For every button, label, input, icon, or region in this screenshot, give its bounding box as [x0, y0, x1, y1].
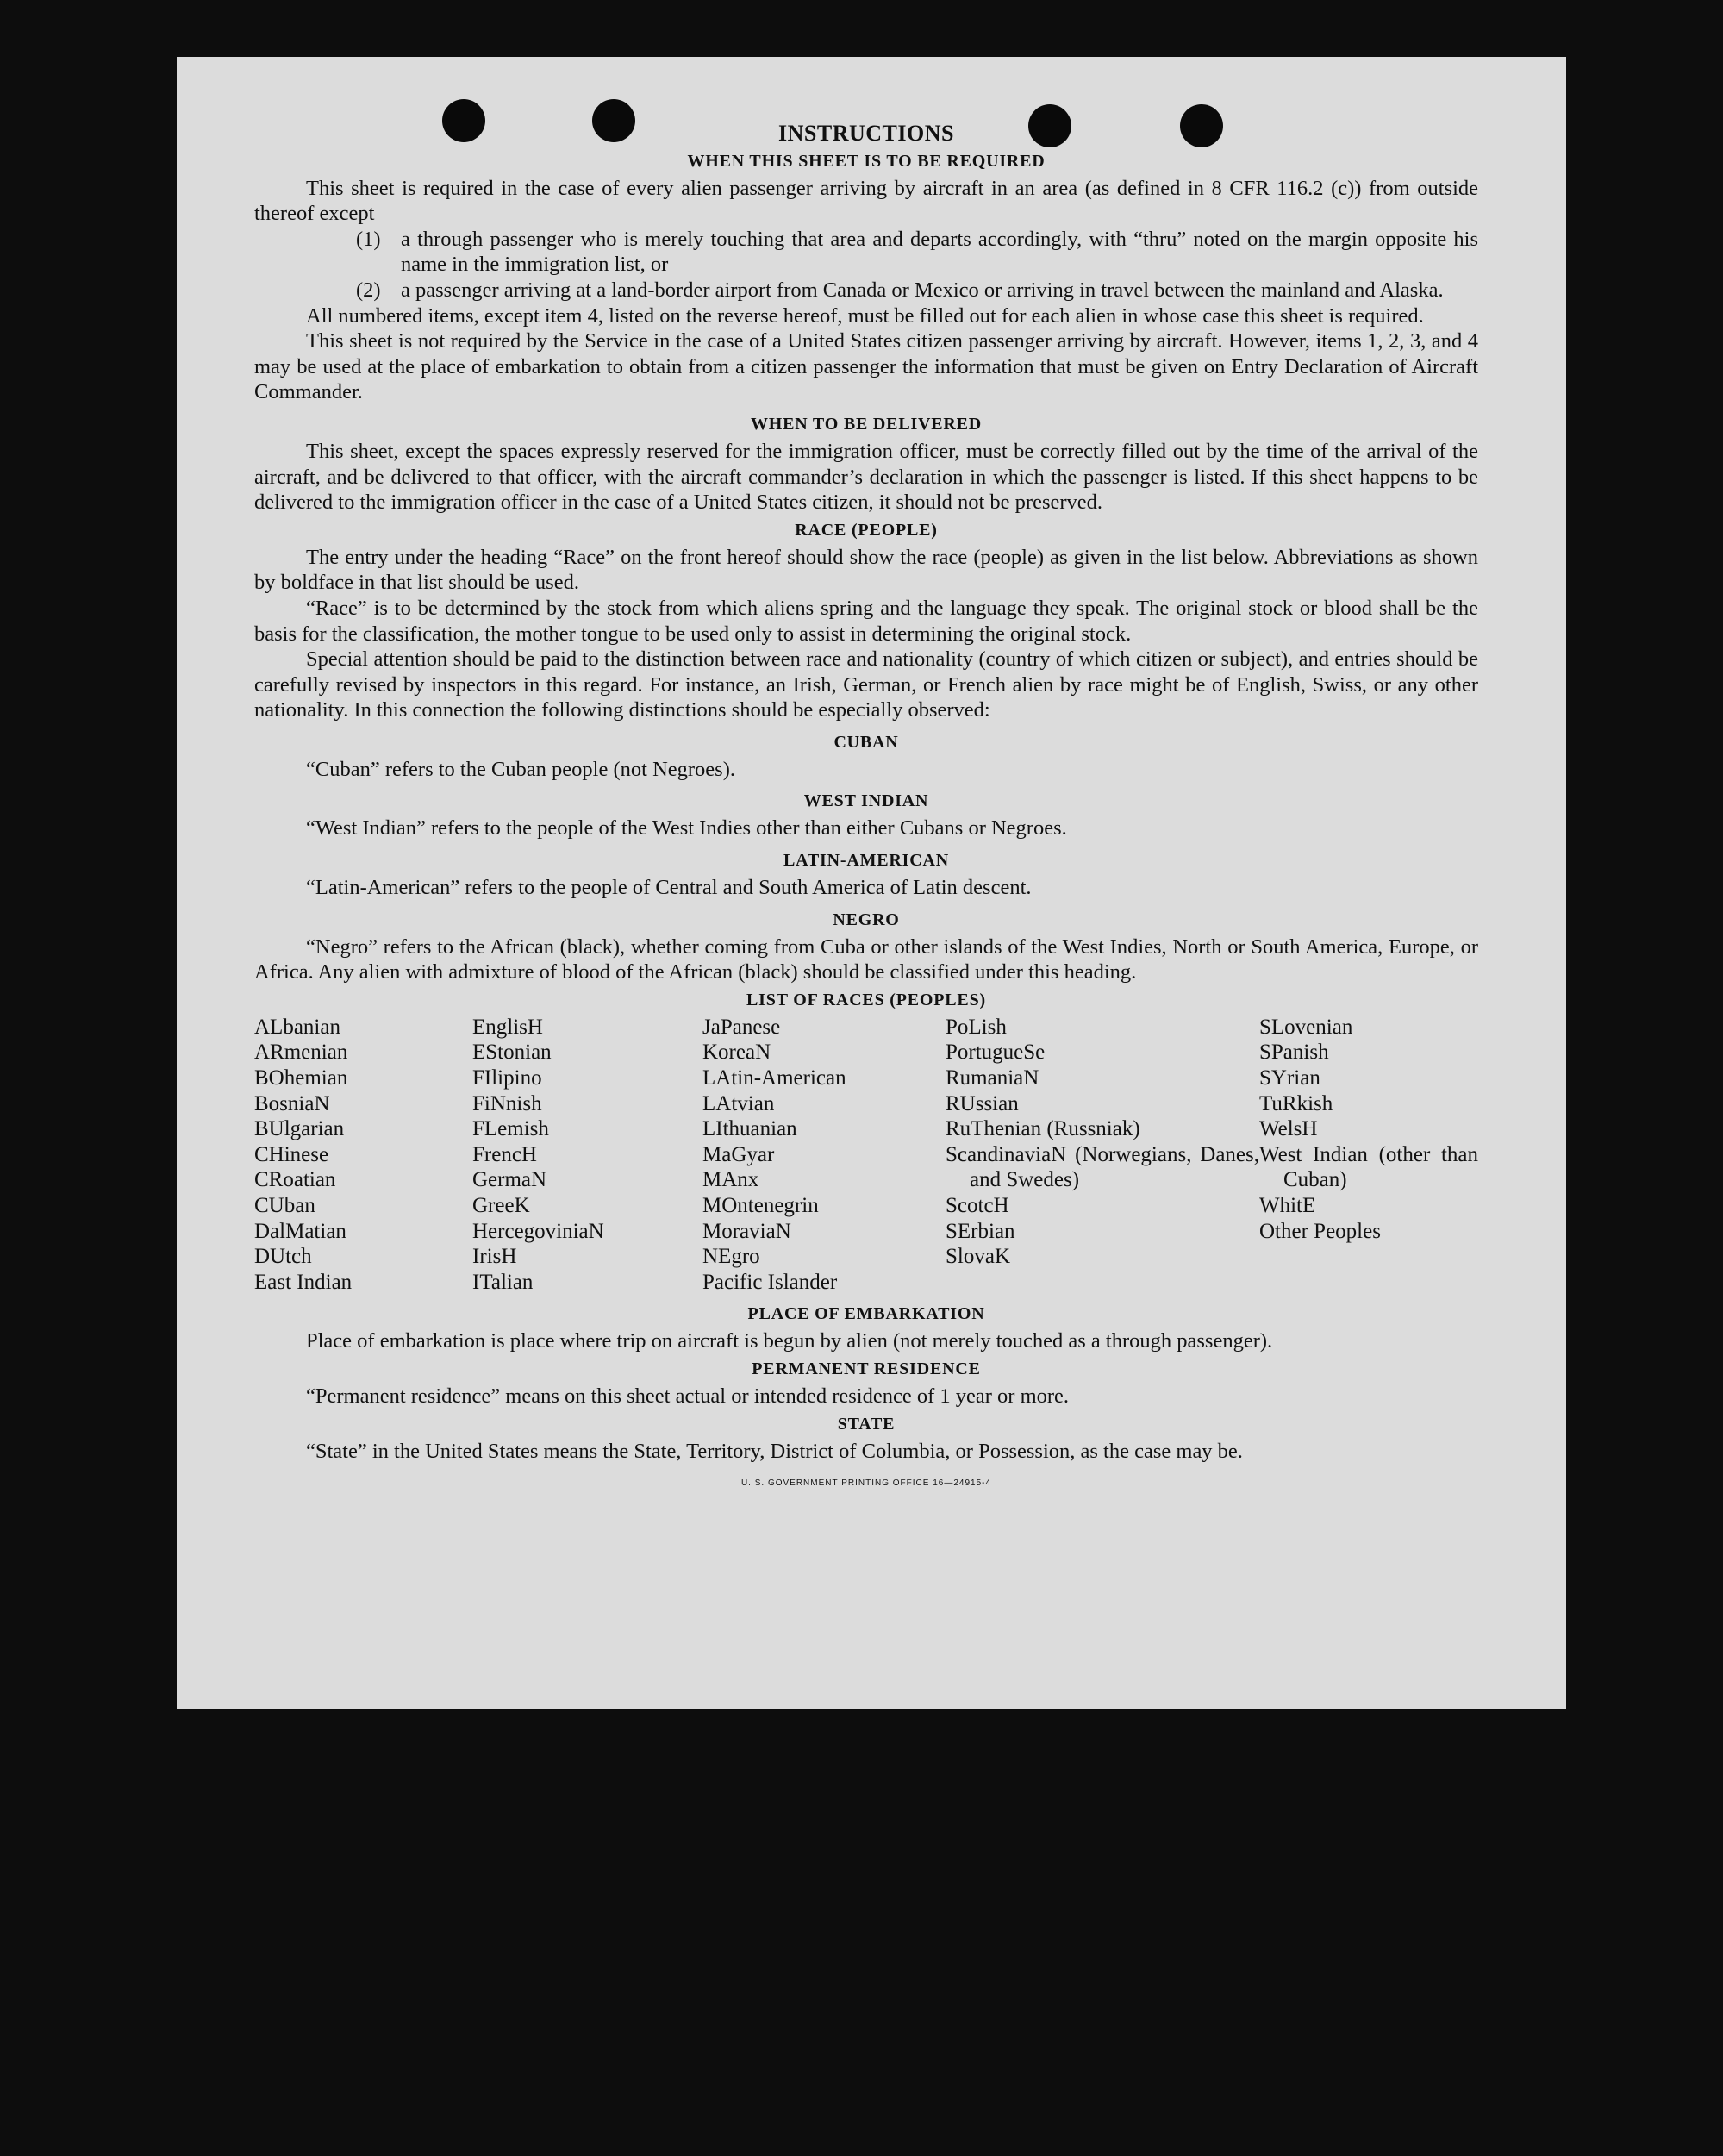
heading-permanent-residence: PERMANENT RESIDENCE [752, 1359, 981, 1378]
document-sheet [177, 57, 1566, 1709]
race-entry: ITalian [472, 1270, 534, 1294]
race-entry: MoraviaN [702, 1219, 791, 1243]
list-item [356, 227, 1478, 278]
item-number: (2) [356, 278, 381, 302]
heading-when-delivered: WHEN TO BE DELIVERED [750, 414, 983, 434]
instructions-content [254, 121, 1478, 1497]
race-entry: PoLish [946, 1015, 1007, 1039]
race-entry: CHinese [254, 1142, 329, 1166]
race-entry: FiNnish [472, 1091, 542, 1115]
race-entry: East Indian [254, 1270, 353, 1294]
paragraph: “State” in the United States means the State, Territory, District of Columbia, or Possession, as the case may be. [306, 1439, 1243, 1463]
heading-when-required: WHEN THIS SHEET IS TO BE REQUIRED [687, 151, 1046, 171]
paragraph: This sheet, except the spaces expressly reserved for the immigration officer, must be correctly filled out by the time of the arrival of the aircraft, and be delivered to that officer, with the aircraft commander’s declaration in which the passenger is listed. If this sheet happens to be delivered to the immigration officer in the case of a United States citizen, it should not be preserved. [254, 439, 1478, 515]
race-entry: GreeK [472, 1194, 530, 1217]
race-entry: SlovaK [946, 1245, 1010, 1269]
race-entry: TuRkish [1259, 1091, 1333, 1115]
race-entry: WelsH [1259, 1117, 1318, 1141]
race-entry: GermaN [472, 1168, 547, 1192]
race-entry: EnglisH [472, 1015, 543, 1039]
heading-race: RACE (PEOPLE) [795, 520, 938, 540]
race-entry: EStonian [472, 1041, 552, 1065]
race-entry: CRoatian [254, 1168, 336, 1192]
races-column [1259, 1015, 1478, 1296]
page-title: INSTRUCTIONS [778, 121, 954, 146]
paragraph: “West Indian” refers to the people of the West Indies other than either Cubans or Negroes. [306, 816, 1067, 841]
race-entry: CUban [254, 1194, 315, 1217]
paragraph: Place of embarkation is place where trip on aircraft is begun by alien (not merely touched as a through passenger). [306, 1329, 1273, 1353]
heading-cuban: CUBAN [833, 732, 899, 752]
race-entry: ScandinaviaN (Norwegians, Danes, and Swedes) [946, 1142, 1259, 1192]
paragraph: “Latin-American” refers to the people of Central and South America of Latin descent. [306, 876, 1032, 900]
race-entry: SPanish [1259, 1041, 1329, 1065]
heading-west-indian: WEST INDIAN [803, 791, 929, 811]
race-entry: DalMatian [254, 1219, 346, 1243]
race-entry: PortugueSe [946, 1041, 1046, 1065]
race-entry: NEgro [702, 1245, 760, 1269]
race-entry: RumaniaN [946, 1066, 1039, 1090]
race-entry: BosniaN [254, 1091, 330, 1115]
race-entry: FIlipino [472, 1066, 542, 1090]
race-entry: MAnx [702, 1168, 759, 1192]
race-entry: ALbanian [254, 1015, 340, 1039]
heading-latin-american: LATIN-AMERICAN [783, 851, 949, 871]
paragraph: “Race” is to be determined by the stock from which aliens spring and the language they speak. The original stock or blood shall be the basis for the classification, the mother tongue to be used only to assist in determining the original stock. [254, 596, 1478, 646]
race-entry: Pacific Islander [702, 1270, 838, 1294]
heading-negro: NEGRO [833, 909, 900, 929]
item-text: a passenger arriving at a land-border airport from Canada or Mexico or arriving in travel between the mainland and Alaska. [401, 278, 1444, 302]
printer-imprint: U. S. GOVERNMENT PRINTING OFFICE 16—24915-4 [740, 1478, 992, 1489]
race-entry: RUssian [946, 1091, 1019, 1115]
race-entry: SErbian [946, 1219, 1015, 1243]
race-entry: HercegoviniaN [472, 1219, 604, 1243]
race-entry: MaGyar [702, 1142, 775, 1166]
paragraph: “Permanent residence” means on this sheet actual or intended residence of 1 year or more. [306, 1384, 1070, 1408]
race-entry: KoreaN [702, 1041, 771, 1065]
item-text: a through passenger who is merely touching that area and departs accordingly, with “thru” noted on the margin opposite his name in the immigration list, or [401, 227, 1478, 277]
race-entry: MOntenegrin [702, 1194, 819, 1217]
paragraph: “Cuban” refers to the Cuban people (not Negroes). [306, 757, 735, 781]
races-column [946, 1015, 1259, 1296]
race-entry: BOhemian [254, 1066, 348, 1090]
race-entry: LIthuanian [702, 1117, 797, 1141]
race-entry: FLemish [472, 1117, 549, 1141]
race-entry: LAtvian [702, 1091, 775, 1115]
races-column [254, 1015, 472, 1296]
paragraph: “Negro” refers to the African (black), whether coming from Cuba or other islands of the West Indies, North or South America, Europe, or Africa. Any alien with admixture of blood of the African (black) should be classified under this heading. [254, 934, 1478, 984]
heading-list-of-races: LIST OF RACES (PEOPLES) [746, 990, 986, 1009]
race-entry: BUlgarian [254, 1117, 345, 1141]
race-entry: LAtin-American [702, 1066, 846, 1090]
race-entry: IrisH [472, 1245, 517, 1269]
races-list [254, 1015, 1478, 1296]
paragraph: The entry under the heading “Race” on the front hereof should show the race (people) as given in the list below. Abbreviations as shown by boldface in that list should be used. [254, 545, 1478, 595]
item-number: (1) [356, 227, 381, 251]
race-entry: WhitE [1259, 1194, 1316, 1217]
race-entry: RuThenian (Russniak) [946, 1117, 1140, 1141]
race-entry: DUtch [254, 1245, 312, 1269]
paragraph: Special attention should be paid to the distinction between race and nationality (country of which citizen or subject), and entries should be carefully revised by inspectors in this regard. For instance, an Irish, German, or French alien by race might be of English, Swiss, or any other nationality. In this connection the following distinctions should be especially observed: [254, 647, 1478, 722]
race-entry: Other Peoples [1259, 1219, 1381, 1243]
race-entry: ScotcH [946, 1194, 1009, 1217]
races-column [702, 1015, 946, 1296]
paragraph: This sheet is required in the case of every alien passenger arriving by aircraft in an area (as defined in 8 CFR 116.2 (c)) from outside thereof except [254, 176, 1478, 226]
race-entry: FrencH [472, 1142, 537, 1166]
race-entry: ARmenian [254, 1041, 348, 1065]
race-entry: West Indian (other than Cuban) [1259, 1142, 1478, 1192]
paragraph: This sheet is not required by the Service in the case of a United States citizen passenger arriving by aircraft. However, items 1, 2, 3, and 4 may be used at the place of embarkation to obtain from a citizen passenger the information that must be given on Entry Declaration of Aircraft Commander. [254, 329, 1478, 404]
paragraph: All numbered items, except item 4, listed on the reverse hereof, must be filled out for each alien in whose case this sheet is required. [306, 303, 1424, 328]
heading-state: STATE [837, 1414, 896, 1434]
list-item [356, 278, 1478, 303]
races-column [472, 1015, 702, 1296]
race-entry: SLovenian [1259, 1015, 1353, 1039]
race-entry: SYrian [1259, 1066, 1320, 1090]
heading-embarkation: PLACE OF EMBARKATION [747, 1304, 985, 1324]
race-entry: JaPanese [702, 1015, 781, 1039]
